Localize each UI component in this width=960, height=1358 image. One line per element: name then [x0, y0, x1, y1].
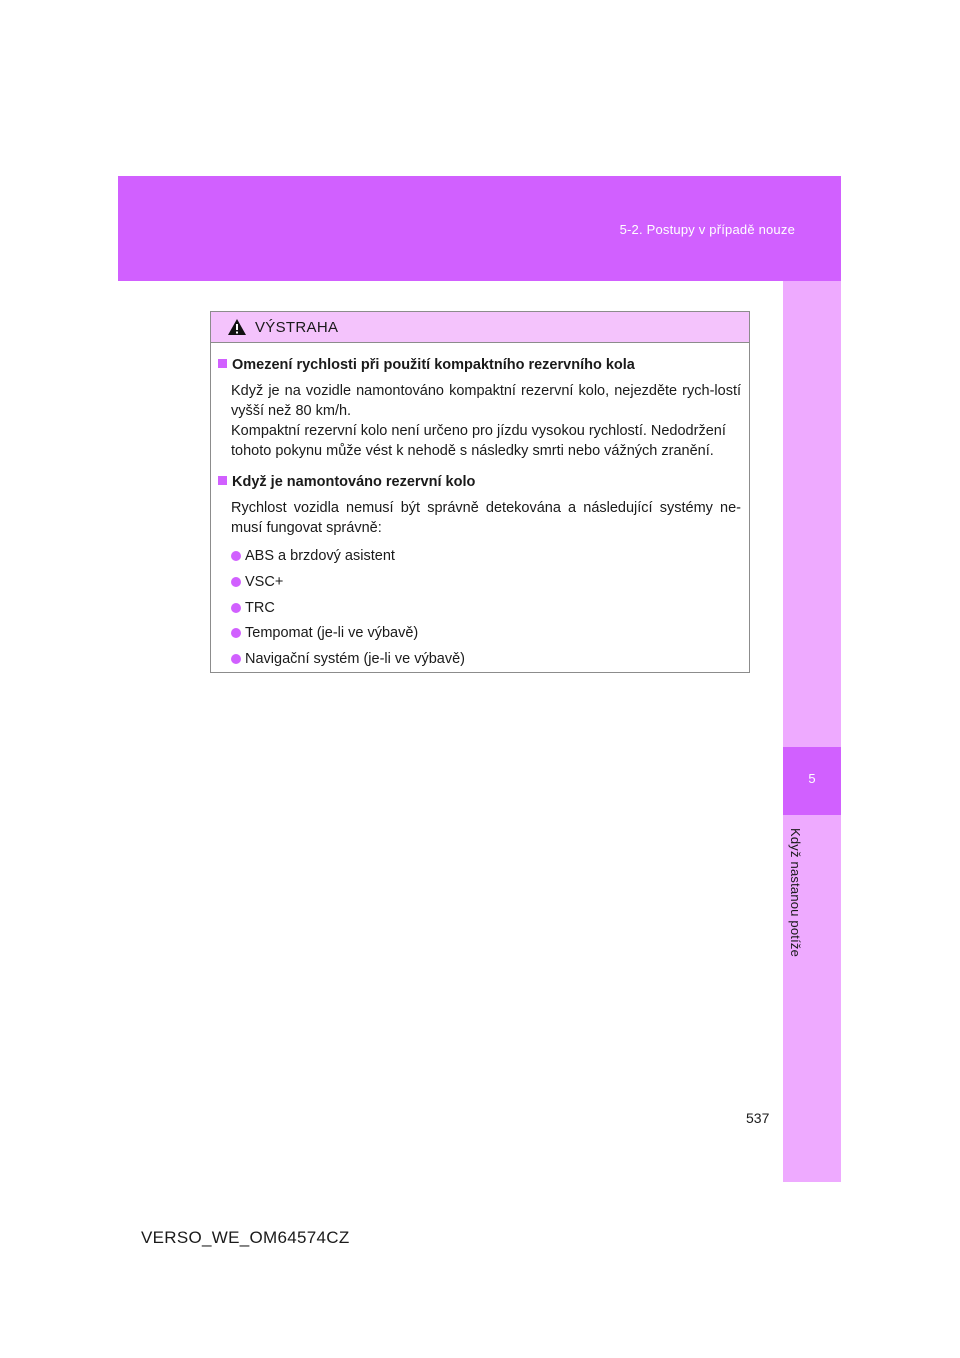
section-heading	[218, 472, 741, 492]
dot-bullet-icon	[231, 577, 241, 587]
section-title: 5-2. Postupy v případě nouze	[619, 222, 795, 237]
paragraph: Rychlost vozidla nemusí být správně detekována a následující systémy ne-musí fungovat správně:	[231, 500, 741, 536]
section-heading-text: Když je namontováno rezervní kolo	[232, 474, 476, 490]
warning-triangle-icon	[227, 318, 247, 336]
dot-bullet-icon	[231, 551, 241, 561]
paragraph: Když je na vozidle namontováno kompaktní rezervní kolo, nejezděte rych-lostí vyšší než 80 km/h.	[231, 383, 741, 419]
list-item	[231, 649, 741, 669]
warning-section-spare-wheel	[218, 472, 741, 669]
side-tab	[783, 281, 841, 1182]
dot-bullet-icon	[231, 603, 241, 613]
list-item	[231, 572, 741, 592]
list-item-text: Tempomat (je-li ve výbavě)	[245, 625, 419, 642]
list-item	[231, 598, 741, 618]
chapter-number: 5	[808, 771, 816, 786]
affected-systems-list	[231, 546, 741, 669]
dot-bullet-icon	[231, 628, 241, 638]
section-heading	[218, 355, 741, 375]
warning-title: VÝSTRAHA	[255, 318, 339, 336]
square-bullet-icon	[218, 359, 227, 368]
list-item	[231, 623, 741, 643]
warning-body	[211, 343, 749, 669]
warning-box	[210, 311, 750, 673]
header-band	[118, 176, 841, 281]
dot-bullet-icon	[231, 654, 241, 664]
list-item-text: TRC	[245, 599, 275, 616]
list-item	[231, 546, 741, 566]
chapter-number-tab	[783, 747, 841, 815]
paragraph: Kompaktní rezervní kolo není určeno pro jízdu vysokou rychlostí. Nedodržení tohoto pokynu může vést k nehodě s následky smrti nebo vážných zranění.	[231, 423, 726, 459]
section-heading-text: Omezení rychlosti při použití kompaktního rezervního kola	[232, 357, 635, 373]
document-code: VERSO_WE_OM64574CZ	[141, 1228, 350, 1247]
list-item-text: Navigační systém (je-li ve výbavě)	[245, 651, 465, 668]
warning-header	[211, 312, 749, 343]
page-number: 537	[746, 1110, 770, 1126]
square-bullet-icon	[218, 476, 227, 485]
chapter-label: Když nastanou potíže	[788, 828, 803, 958]
list-item-text: ABS a brzdový asistent	[245, 548, 395, 564]
list-item-text: VSC+	[245, 573, 284, 590]
warning-section-speed-limit	[218, 355, 741, 461]
